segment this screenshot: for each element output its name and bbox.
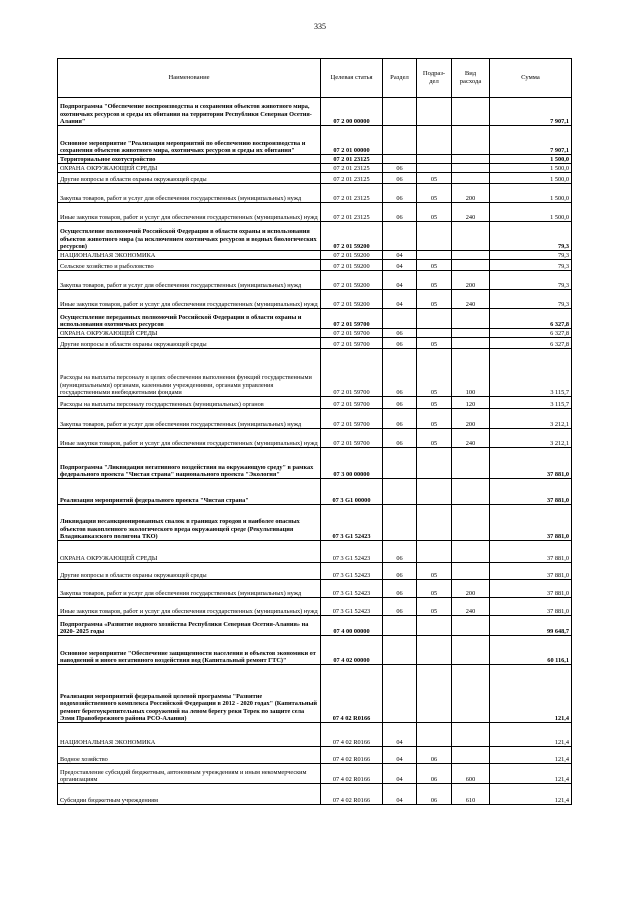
row-target-article: 07 2 01 23125: [321, 203, 383, 222]
row-sum: 3 115,7: [490, 349, 572, 397]
row-expense-type: 610: [452, 784, 490, 805]
row-target-article: 07 2 01 23125: [321, 155, 383, 164]
row-name: ОХРАНА ОКРУЖАЮЩЕЙ СРЕДЫ: [58, 329, 321, 338]
row-name: Субсидии бюджетным учреждениям: [58, 784, 321, 805]
row-target-article: 07 2 00 00000: [321, 98, 383, 126]
row-target-article: 07 2 01 59200: [321, 260, 383, 271]
row-section: 06: [383, 580, 417, 598]
header-sum: Сумма: [490, 59, 572, 98]
row-expense-type: [452, 98, 490, 126]
row-subsection: 05: [417, 563, 452, 580]
table-row: [58, 764, 572, 784]
table-row: [58, 448, 572, 479]
row-expense-type: [452, 616, 490, 636]
table-row: [58, 222, 572, 251]
row-section: [383, 98, 417, 126]
row-name: Реализация мероприятий федерального проекта "Чистая страна": [58, 479, 321, 505]
row-subsection: 06: [417, 747, 452, 764]
row-subsection: 05: [417, 260, 452, 271]
row-section: 06: [383, 164, 417, 173]
table-row: [58, 409, 572, 429]
row-expense-type: [452, 329, 490, 338]
row-sum: 37 881,0: [490, 563, 572, 580]
row-name: Основное мероприятие "Обеспечение защищенности населения и объектов экономики от наводнений и иного негативного воздействия вод (Капитальный ремонт ГТС)": [58, 636, 321, 665]
row-name: ОХРАНА ОКРУЖАЮЩЕЙ СРЕДЫ: [58, 541, 321, 563]
table-header-row: [58, 59, 572, 98]
row-target-article: 07 4 02 R0166: [321, 665, 383, 723]
row-sum: 121,4: [490, 764, 572, 784]
row-target-article: 07 2 01 23125: [321, 173, 383, 184]
row-expense-type: 240: [452, 598, 490, 616]
row-section: [383, 222, 417, 251]
row-sum: 79,3: [490, 290, 572, 309]
row-expense-type: [452, 448, 490, 479]
row-sum: 60 116,1: [490, 636, 572, 665]
table-row: [58, 126, 572, 155]
row-section: 04: [383, 251, 417, 260]
row-target-article: 07 2 01 59700: [321, 309, 383, 329]
row-subsection: 05: [417, 271, 452, 290]
row-section: 06: [383, 203, 417, 222]
row-subsection: 05: [417, 338, 452, 349]
table-row: [58, 580, 572, 598]
table-row: [58, 164, 572, 173]
row-name: Закупка товаров, работ и услуг для обеспечения государственных (муниципальных) нужд: [58, 580, 321, 598]
row-subsection: [417, 616, 452, 636]
row-subsection: 05: [417, 580, 452, 598]
table-row: [58, 309, 572, 329]
row-sum: 1 500,0: [490, 184, 572, 203]
row-expense-type: 600: [452, 764, 490, 784]
row-subsection: [417, 155, 452, 164]
row-sum: 6 327,8: [490, 338, 572, 349]
row-target-article: 07 3 G1 52423: [321, 541, 383, 563]
row-sum: 121,4: [490, 784, 572, 805]
row-subsection: 05: [417, 397, 452, 409]
row-name: Другие вопросы в области охраны окружающей среды: [58, 173, 321, 184]
row-target-article: 07 2 01 59200: [321, 290, 383, 309]
row-target-article: 07 2 01 59700: [321, 409, 383, 429]
table-row: [58, 155, 572, 164]
row-name: Предоставление субсидий бюджетным, автономным учреждениям и иным некоммерческим организациям: [58, 764, 321, 784]
row-expense-type: [452, 479, 490, 505]
row-target-article: 07 2 01 59700: [321, 329, 383, 338]
row-subsection: [417, 309, 452, 329]
row-subsection: 05: [417, 184, 452, 203]
row-expense-type: [452, 309, 490, 329]
row-name: ОХРАНА ОКРУЖАЮЩЕЙ СРЕДЫ: [58, 164, 321, 173]
table-row: [58, 184, 572, 203]
row-subsection: 05: [417, 409, 452, 429]
row-section: 06: [383, 563, 417, 580]
row-sum: 79,3: [490, 222, 572, 251]
row-target-article: 07 3 G1 52423: [321, 580, 383, 598]
row-name: Другие вопросы в области охраны окружающей среды: [58, 563, 321, 580]
row-sum: 1 500,0: [490, 164, 572, 173]
table-row: [58, 338, 572, 349]
row-target-article: 07 4 00 00000: [321, 616, 383, 636]
row-section: 04: [383, 723, 417, 747]
table-row: [58, 329, 572, 338]
header-target-article: Целевая статья: [321, 59, 383, 98]
row-target-article: 07 4 02 R0166: [321, 723, 383, 747]
row-sum: 37 881,0: [490, 448, 572, 479]
row-section: 06: [383, 541, 417, 563]
row-target-article: 07 3 G1 00000: [321, 479, 383, 505]
row-expense-type: 200: [452, 184, 490, 203]
row-section: [383, 155, 417, 164]
row-expense-type: 200: [452, 409, 490, 429]
table-row: [58, 598, 572, 616]
row-subsection: [417, 251, 452, 260]
row-section: 04: [383, 290, 417, 309]
row-expense-type: [452, 505, 490, 541]
row-section: [383, 665, 417, 723]
row-name: Иные закупки товаров, работ и услуг для обеспечения государственных (муниципальных) нужд: [58, 429, 321, 448]
row-target-article: 07 2 01 59200: [321, 222, 383, 251]
row-name: Иные закупки товаров, работ и услуг для обеспечения государственных (муниципальных) нужд: [58, 290, 321, 309]
row-expense-type: [452, 251, 490, 260]
row-sum: 37 881,0: [490, 598, 572, 616]
row-target-article: 07 4 02 R0166: [321, 747, 383, 764]
row-sum: 121,4: [490, 723, 572, 747]
table-row: [58, 747, 572, 764]
row-sum: 79,3: [490, 271, 572, 290]
row-expense-type: [452, 126, 490, 155]
row-sum: 37 881,0: [490, 541, 572, 563]
row-section: 04: [383, 764, 417, 784]
row-name: Подпрограмма "Обеспечение воспроизводства и сохранения объектов животного мира, охотничьих ресурсов и среды их обитания на территории Республики Северная Осетия-Алания": [58, 98, 321, 126]
row-name: Подпрограмма «Развитие водного хозяйства Республики Северная Осетия-Алания» на 2020- 2025 годы: [58, 616, 321, 636]
row-name: Территориальное охотустройство: [58, 155, 321, 164]
row-expense-type: [452, 260, 490, 271]
row-expense-type: 120: [452, 397, 490, 409]
row-section: [383, 636, 417, 665]
table-row: [58, 429, 572, 448]
table-row: [58, 203, 572, 222]
row-expense-type: 200: [452, 271, 490, 290]
row-name: Сельское хозяйство и рыболовство: [58, 260, 321, 271]
row-sum: 7 907,1: [490, 98, 572, 126]
row-subsection: [417, 98, 452, 126]
row-subsection: 05: [417, 173, 452, 184]
row-subsection: 05: [417, 349, 452, 397]
row-subsection: [417, 723, 452, 747]
row-section: 06: [383, 329, 417, 338]
row-expense-type: 240: [452, 290, 490, 309]
row-sum: 1 500,0: [490, 173, 572, 184]
row-subsection: 05: [417, 429, 452, 448]
row-section: 04: [383, 260, 417, 271]
row-sum: 1 500,0: [490, 203, 572, 222]
row-target-article: 07 2 01 59200: [321, 271, 383, 290]
row-subsection: [417, 329, 452, 338]
row-expense-type: [452, 338, 490, 349]
table-body: [58, 98, 572, 805]
row-sum: 3 115,7: [490, 397, 572, 409]
row-section: [383, 616, 417, 636]
table-row: [58, 173, 572, 184]
row-target-article: 07 4 02 R0166: [321, 784, 383, 805]
row-expense-type: 240: [452, 429, 490, 448]
row-expense-type: 240: [452, 203, 490, 222]
row-section: [383, 309, 417, 329]
row-section: 06: [383, 184, 417, 203]
table-row: [58, 260, 572, 271]
page-number: 335: [314, 22, 326, 31]
row-subsection: 06: [417, 784, 452, 805]
table-row: [58, 784, 572, 805]
row-expense-type: 200: [452, 580, 490, 598]
row-sum: 121,4: [490, 747, 572, 764]
table-row: [58, 349, 572, 397]
table-row: [58, 271, 572, 290]
row-section: 04: [383, 271, 417, 290]
row-section: 06: [383, 349, 417, 397]
row-target-article: 07 3 00 00000: [321, 448, 383, 479]
table-row: [58, 479, 572, 505]
row-name: Реализация мероприятий федеральной целевой программы "Развитие водохозяйственного комплекса Российской Федерации в 2012 - 2020 годах" (Капитальный ремонт берегоукрепительных сооружений на левом берегу реки Терек по защите села Эзми Правобережного района РСО-Алания): [58, 665, 321, 723]
table-row: [58, 723, 572, 747]
row-section: 06: [383, 338, 417, 349]
row-name: Закупка товаров, работ и услуг для обеспечения государственных (муниципальных) нужд: [58, 271, 321, 290]
row-subsection: [417, 164, 452, 173]
row-target-article: 07 4 02 00000: [321, 636, 383, 665]
row-sum: 121,4: [490, 665, 572, 723]
row-target-article: 07 2 01 59700: [321, 397, 383, 409]
row-name: Иные закупки товаров, работ и услуг для обеспечения государственных (муниципальных) нужд: [58, 203, 321, 222]
header-section: Раздел: [383, 59, 417, 98]
row-subsection: 05: [417, 290, 452, 309]
table-row: [58, 636, 572, 665]
table-row: [58, 98, 572, 126]
row-section: 04: [383, 747, 417, 764]
row-name: Закупка товаров, работ и услуг для обеспечения государственных (муниципальных) нужд: [58, 184, 321, 203]
row-section: [383, 126, 417, 155]
row-target-article: 07 2 01 23125: [321, 164, 383, 173]
row-sum: 37 881,0: [490, 580, 572, 598]
row-section: [383, 505, 417, 541]
row-name: Другие вопросы в области охраны окружающей среды: [58, 338, 321, 349]
row-expense-type: [452, 164, 490, 173]
row-name: Расходы на выплаты персоналу в целях обеспечения выполнения функций государственными (муниципальными) органами, казенными учреждениями, органами управления государственными внебюджетными фондами: [58, 349, 321, 397]
row-subsection: 06: [417, 764, 452, 784]
header-name: Наименование: [58, 59, 321, 98]
row-subsection: [417, 505, 452, 541]
row-name: Подпрограмма "Ликвидация негативного воздействия на окружающую среду" в рамках федерального проекта "Чистая страна" национального проекта "Экология": [58, 448, 321, 479]
row-name: Закупка товаров, работ и услуг для обеспечения государственных (муниципальных) нужд: [58, 409, 321, 429]
row-section: [383, 479, 417, 505]
row-sum: 6 327,8: [490, 309, 572, 329]
row-target-article: 07 2 01 59700: [321, 349, 383, 397]
table-row: [58, 616, 572, 636]
budget-table: [57, 58, 572, 805]
row-subsection: [417, 479, 452, 505]
row-target-article: 07 2 01 59700: [321, 429, 383, 448]
row-target-article: 07 3 G1 52423: [321, 505, 383, 541]
row-section: 06: [383, 598, 417, 616]
table-row: [58, 541, 572, 563]
row-expense-type: [452, 222, 490, 251]
row-sum: 79,3: [490, 260, 572, 271]
row-sum: 3 212,1: [490, 409, 572, 429]
row-expense-type: [452, 563, 490, 580]
row-sum: 79,3: [490, 251, 572, 260]
row-subsection: [417, 222, 452, 251]
table-row: [58, 505, 572, 541]
row-name: Основное мероприятие "Реализация мероприятий по обеспечению воспроизводства и сохранения объектов животного мира, охотничьих ресурсов и среды их обитания": [58, 126, 321, 155]
row-subsection: [417, 665, 452, 723]
row-expense-type: [452, 747, 490, 764]
row-section: 06: [383, 397, 417, 409]
row-expense-type: [452, 173, 490, 184]
row-target-article: 07 4 02 R0166: [321, 764, 383, 784]
row-expense-type: [452, 723, 490, 747]
row-expense-type: [452, 541, 490, 563]
header-subsection: Подраз-дел: [417, 59, 452, 98]
row-name: Иные закупки товаров, работ и услуг для обеспечения государственных (муниципальных) нужд: [58, 598, 321, 616]
row-name: Осуществление переданных полномочий Российской Федерации в области охраны и использования охотничьих ресурсов: [58, 309, 321, 329]
table-row: [58, 397, 572, 409]
row-subsection: 05: [417, 203, 452, 222]
table-row: [58, 251, 572, 260]
row-target-article: 07 3 G1 52423: [321, 598, 383, 616]
row-expense-type: [452, 636, 490, 665]
row-subsection: [417, 636, 452, 665]
row-section: [383, 448, 417, 479]
row-sum: 1 500,0: [490, 155, 572, 164]
row-sum: 37 881,0: [490, 479, 572, 505]
row-sum: 37 881,0: [490, 505, 572, 541]
row-subsection: 05: [417, 598, 452, 616]
row-sum: 99 648,7: [490, 616, 572, 636]
row-expense-type: [452, 155, 490, 164]
row-name: НАЦИОНАЛЬНАЯ ЭКОНОМИКА: [58, 723, 321, 747]
row-target-article: 07 3 G1 52423: [321, 563, 383, 580]
row-subsection: [417, 448, 452, 479]
row-target-article: 07 2 01 23125: [321, 184, 383, 203]
row-expense-type: 100: [452, 349, 490, 397]
table-row: [58, 563, 572, 580]
row-name: Расходы на выплаты персоналу государственных (муниципальных) органов: [58, 397, 321, 409]
row-name: НАЦИОНАЛЬНАЯ ЭКОНОМИКА: [58, 251, 321, 260]
row-target-article: 07 2 01 00000: [321, 126, 383, 155]
row-section: 04: [383, 784, 417, 805]
row-name: Осуществление полномочий Российской Федерации в области охраны и использования объектов животного мира (за исключением охотничьих ресурсов и водных биологических ресурсов): [58, 222, 321, 251]
row-name: Ликвидация несанкционированных свалок в границах городов и наиболее опасных объектов накопленного экологического вреда окружающей среде (Рекультивация Владикавказского полигона ТКО): [58, 505, 321, 541]
row-section: 06: [383, 429, 417, 448]
row-target-article: 07 2 01 59200: [321, 251, 383, 260]
table-row: [58, 665, 572, 723]
row-subsection: [417, 541, 452, 563]
row-sum: 7 907,1: [490, 126, 572, 155]
row-section: 06: [383, 409, 417, 429]
row-section: 06: [383, 173, 417, 184]
row-name: Водное хозяйство: [58, 747, 321, 764]
row-expense-type: [452, 665, 490, 723]
row-target-article: 07 2 01 59700: [321, 338, 383, 349]
row-sum: 3 212,1: [490, 429, 572, 448]
header-expense-type: Вид расхода: [452, 59, 490, 98]
row-sum: 6 327,8: [490, 329, 572, 338]
table-row: [58, 290, 572, 309]
row-subsection: [417, 126, 452, 155]
